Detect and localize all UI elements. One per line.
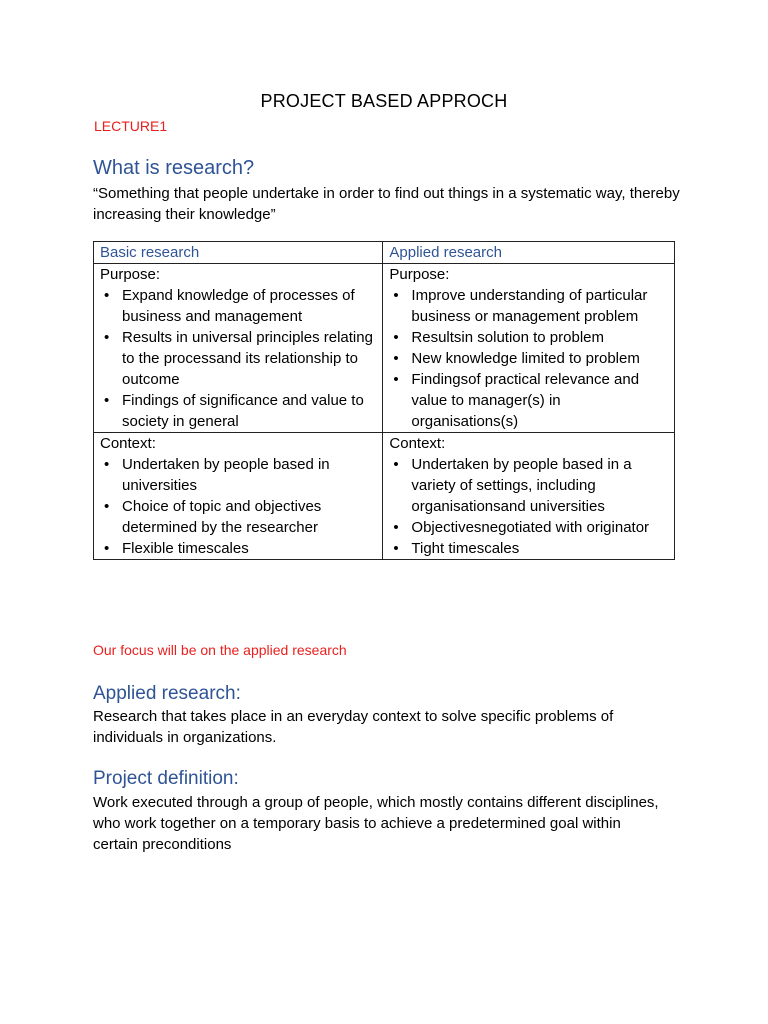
list-item: • Results in universal principles relating to the processand its relationship to outcome [122, 327, 377, 390]
basic-purpose-list [100, 285, 377, 432]
context-row [94, 433, 675, 560]
list-item: • Choice of topic and objectives determined by the researcher [122, 496, 377, 538]
header-applied-research: Applied research [383, 242, 675, 264]
applied-purpose-cell [383, 264, 675, 433]
purpose-row [94, 264, 675, 433]
applied-purpose-list [389, 285, 669, 432]
context-label: Context: [389, 435, 446, 452]
basic-purpose-cell [94, 264, 383, 433]
applied-research-text: Research that takes place in an everyday context to solve specific problems of individuals in organizations. [93, 708, 614, 746]
list-item: • Findings of significance and value to society in general [122, 390, 377, 432]
basic-context-cell [94, 433, 383, 560]
basic-context-list [100, 454, 377, 559]
list-item: • Tight timescales [411, 538, 669, 559]
list-item: • Resultsin solution to problem [411, 327, 669, 348]
header-basic-research: Basic research [94, 242, 383, 264]
list-item: • Undertaken by people based in a variety of settings, including organisationsand universities [411, 454, 669, 517]
applied-context-list [389, 454, 669, 559]
research-heading: What is research? [93, 157, 255, 179]
list-item: • Objectivesnegotiated with originator [411, 517, 669, 538]
page-title: PROJECT BASED APPROCH [260, 91, 508, 111]
purpose-label: Purpose: [389, 266, 450, 283]
research-comparison-table [93, 241, 675, 560]
research-quote: “Something that people undertake in order to find out things in a systematic way, thereby increasing their knowledge” [93, 185, 680, 223]
list-item: • Expand knowledge of processes of business and management [122, 285, 377, 327]
applied-context-cell [383, 433, 675, 560]
project-definition-heading: Project definition: [93, 768, 239, 789]
list-item: • Undertaken by people based in universities [122, 454, 377, 496]
context-label: Context: [100, 435, 156, 452]
focus-note: Our focus will be on the applied research [93, 642, 347, 658]
purpose-label: Purpose: [100, 266, 161, 283]
list-item: • Flexible timescales [122, 538, 377, 559]
list-item: • Findingsof practical relevance and value to manager(s) in organisations(s) [411, 369, 669, 432]
lecture-label: LECTURE1 [94, 118, 168, 134]
list-item: • Improve understanding of particular business or management problem [411, 285, 669, 327]
project-definition-text: Work executed through a group of people, which mostly contains different disciplines, who work together on a temporary basis to achieve a predetermined goal within certain preconditions [93, 794, 659, 853]
list-item: • New knowledge limited to problem [411, 348, 669, 369]
applied-research-heading: Applied research: [93, 683, 241, 704]
table-header-row [94, 242, 675, 264]
